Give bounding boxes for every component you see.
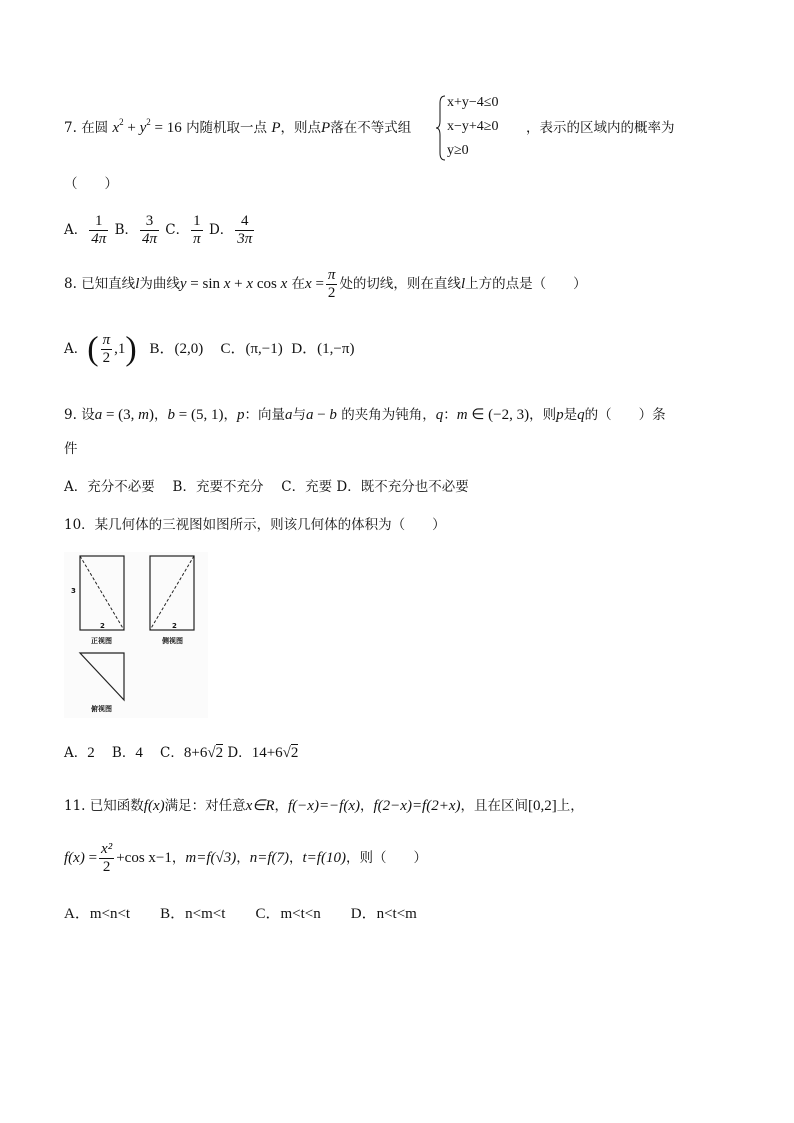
q11-number: 11. xyxy=(64,798,86,814)
q11-option-b[interactable]: B．n<m<t xyxy=(160,906,226,922)
q7-inequality-2: x−y+4≥0 xyxy=(447,119,499,134)
q7-option-a[interactable]: A． $\frac{1}{4\pi}$ xyxy=(64,213,107,247)
q7-answer-paren: （ ） xyxy=(64,176,118,192)
front-view-width: 2 xyxy=(100,622,105,630)
q9-stem-cont: 件 xyxy=(64,441,78,457)
q7-number: 7. xyxy=(64,120,77,136)
q7-option-d[interactable]: D． $\frac{4}{3\pi}$ xyxy=(208,213,253,247)
q8-options xyxy=(64,330,354,368)
q8-option-c[interactable]: C．(π,−1) xyxy=(220,341,283,357)
q11-options xyxy=(64,905,417,923)
q7-stem: 7. 在圆 $x^2 + y^2 = 16$ 内随机取一点 P，则点P落在不等式组 xyxy=(64,117,412,136)
q10-option-b[interactable]: B．4 xyxy=(111,745,143,761)
top-view-label: 俯视图 xyxy=(91,705,112,713)
q7-stem-tail: ，表示的区域内的概率为 xyxy=(526,120,675,136)
q8-number: 8. xyxy=(64,276,77,292)
q11-option-c[interactable]: C．m<t<n xyxy=(255,906,321,922)
q8-option-b[interactable]: B．(2,0) xyxy=(149,341,204,357)
q11-option-a[interactable]: A．m<n<t xyxy=(64,906,131,922)
q8-stem: 8. 已知直线l为曲线y = sin x + x cos x 在x = $\frac{\pi}{2}$ 处的切线，则在直线l上方的点是（ ） xyxy=(64,267,587,301)
three-view-figure xyxy=(64,552,208,718)
three-view-drawing xyxy=(64,552,208,718)
q10-options xyxy=(64,744,298,762)
q7-option-c[interactable]: C． $\frac{1}{\pi}$ xyxy=(165,213,201,247)
q8-option-d[interactable]: D．(1,−π) xyxy=(291,341,355,357)
front-view-height: 3 xyxy=(71,587,76,595)
q11-stem-line2: f(x) = $\frac{\text{x²}}{2}$ +cos x−1，m=f(√3)，n=f(7)，t=f(10)，则（ ） xyxy=(64,841,427,875)
front-view-label: 正视图 xyxy=(91,637,112,645)
q9-stem: 9. 设a = (3, m)，b = (5, 1)，p：向量a与a − b 的夹角为钝角，q：m ∈ (−2, 3)，则p是q的（ ）条 xyxy=(64,407,666,423)
q9-options[interactable]: A．充分不必要 B．充要不充分 C．充要 D．既不充分也不必要 xyxy=(64,479,469,495)
q7-inequality-1: x+y−4≤0 xyxy=(447,95,499,110)
q10-option-d[interactable]: D．14+6√2 xyxy=(227,745,299,761)
side-view-label: 侧视图 xyxy=(162,637,183,645)
q7-option-b[interactable]: B． $\frac{3}{4\pi}$ xyxy=(114,213,157,247)
q10-option-a[interactable]: A．2 xyxy=(64,745,95,761)
q7-inequality-3: y≥0 xyxy=(447,143,469,158)
q7-system-brace xyxy=(436,95,446,161)
q10-option-c[interactable]: C．8+6√2 xyxy=(160,745,224,761)
q11-stem: 11. 已知函数f(x)满足：对任意x∈R，f(−x)=−f(x)，f(2−x)=f(2+x)，且在区间[0,2]上， xyxy=(64,798,584,814)
q9-number: 9. xyxy=(64,407,77,423)
side-view-width: 2 xyxy=(172,622,177,630)
q10-stem: 10．某几何体的三视图如图所示，则该几何体的体积为（ ） xyxy=(64,517,446,533)
q7-options xyxy=(64,212,256,248)
q8-option-a[interactable]: A．( $\frac{\pi}{2}$ ,1) xyxy=(64,330,137,368)
q11-option-d[interactable]: D．n<t<m xyxy=(350,906,417,922)
